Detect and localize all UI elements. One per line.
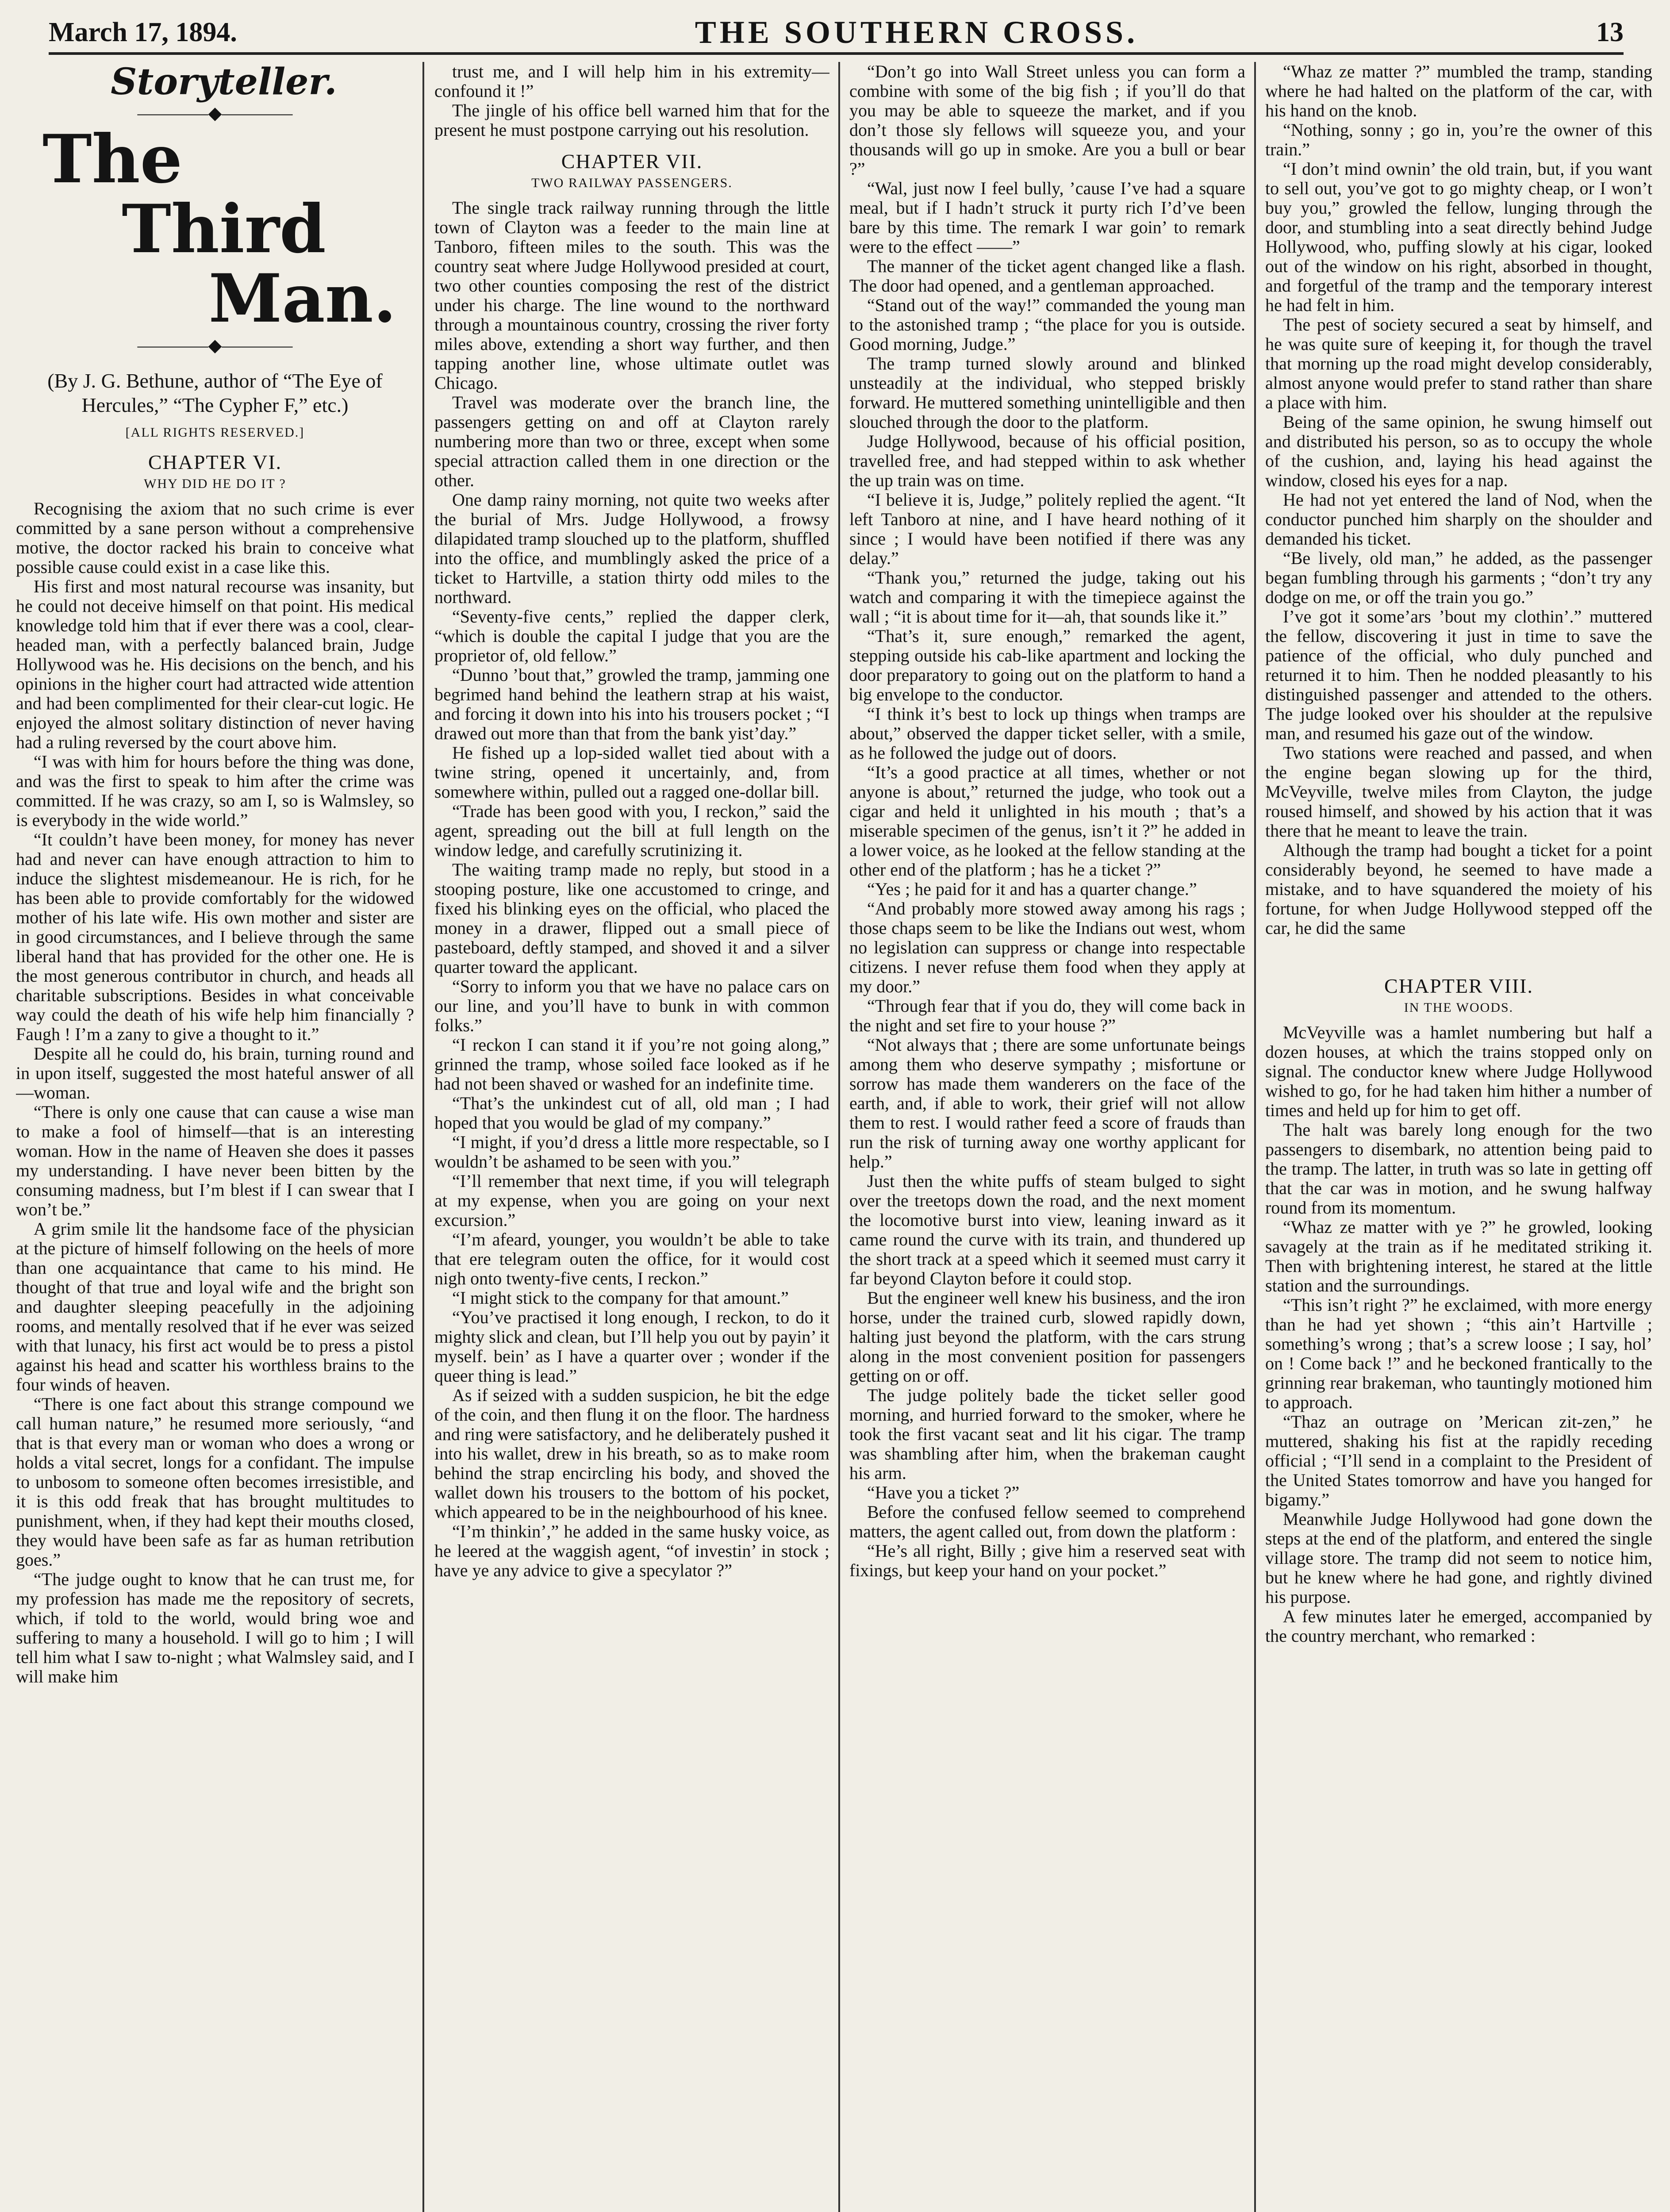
paragraph: “Not always that ; there are some unfortunate beings among them who deserve sympathy ; misfortune or sorrow has made them wanderers on the face of the earth, and, if able to work, their grief will not allow them to rest. I would rather feed a score of frauds than run the risk of turning away one worthy applicant for help.”: [849, 1035, 1245, 1171]
paragraph: “That’s it, sure enough,” remarked the agent, stepping outside his cab-like apartment and locking the door preparatory to going out on the platform to hand a big envelope to the conductor.: [849, 626, 1245, 704]
paragraph: Being of the same opinion, he swung himself out and distributed his person, so as to occupy the whole of the cushion, and, laying his head against the window, closed his eyes for a nap.: [1265, 412, 1652, 490]
paragraph: Despite all he could do, his brain, turning round and in upon itself, suggested the most hateful answer of all—woman.: [16, 1043, 414, 1102]
paragraph: “You’ve practised it long enough, I reckon, to do it mighty slick and clean, but I’ll help you out by payin’ it myself. bein’ as I have a quarter over ; wonder if the queer thing is lead.”: [434, 1307, 829, 1386]
page-number: 13: [1596, 17, 1624, 47]
chapter-6-subtitle: WHY DID HE DO IT ?: [144, 476, 286, 491]
chapter-7-title: CHAPTER VII.: [561, 150, 703, 173]
column-2-text-b: [434, 198, 829, 1580]
paragraph: “Thaz an outrage on ’Merican zit-zen,” he muttered, shaking his fist at the rapidly receding official ; “I’ll send in a complaint to the President of the United States tomorrow and have you hanged for bigamy.”: [1265, 1411, 1652, 1509]
paragraph: “Whaz ze matter ?” mumbled the tramp, standing where he had halted on the platform of the car, with his hand on the knob.: [1265, 62, 1652, 120]
paragraph: “Whaz ze matter with ye ?” he growled, looking savagely at the train as if he meditated striking it. Then with brightening interest, he stared at the little station and the surroundings.: [1265, 1217, 1652, 1295]
issue-date: March 17, 1894.: [49, 17, 237, 47]
paragraph: Before the confused fellow seemed to comprehend matters, the agent called out, from down the platform :: [849, 1502, 1245, 1541]
section-heading: Storyteller.: [111, 62, 337, 103]
column-1: [16, 62, 414, 2212]
chapter-6-title: CHAPTER VI.: [148, 451, 282, 474]
paragraph: “The judge ought to know that he can trust me, for my profession has made me the repository of secrets, which, if told to the world, would bring woe and suffering to many a household. I will go to him ; I will tell him what I saw to-night ; what Walmsley said, and I will make him: [16, 1569, 414, 1686]
paragraph: “Nothing, sonny ; go in, you’re the owner of this train.”: [1265, 120, 1652, 159]
paragraph: “He’s all right, Billy ; give him a reserved seat with fixings, but keep your hand on your pocket.”: [849, 1541, 1245, 1580]
paragraph: trust me, and I will help him in his extremity—confound it !”: [434, 62, 829, 101]
paragraph: The halt was barely long enough for the two passengers to disembark, no attention being paid to the tramp. The latter, in truth was so late in getting off that the car was in motion, and he swung halfway round from its momentum.: [1265, 1119, 1652, 1217]
paragraph: A few minutes later he emerged, accompanied by the country merchant, who remarked :: [1265, 1606, 1652, 1646]
paragraph: “Sorry to inform you that we have no palace cars on our line, and you’ll have to bunk in with common folks.”: [434, 976, 829, 1035]
column-3-text: [849, 62, 1245, 1580]
paragraph: “Dunno ’bout that,” growled the tramp, jamming one begrimed hand behind the leathern strap at his waist, and forcing it down into his into his trousers pocket ; “I drawed out more than that from the bank yist’day.”: [434, 664, 829, 743]
column-rule: [1254, 62, 1256, 2212]
paragraph: He had not yet entered the land of Nod, when the conductor punched him sharply on the shoulder and demanded his ticket.: [1265, 490, 1652, 549]
paragraph: “Trade has been good with you, I reckon,” said the agent, spreading out the bill at full length on the window ledge, and carefully scrutinizing it.: [434, 801, 829, 860]
paragraph: Recognising the axiom that no such crime is ever committed by a sane person without a comprehensive motive, the doctor racked his brain to conceive what possible cause could exist in a case like this.: [16, 498, 414, 577]
paragraph: One damp rainy morning, not quite two weeks after the burial of Mrs. Judge Hollywood, a frowsy dilapidated tramp slouched up to the platform, shuffled into the office, and mumblingly asked the price of a ticket to Hartville, a station thirty odd miles to the northward.: [434, 489, 829, 607]
rights-notice: [ALL RIGHTS RESERVED.]: [125, 425, 305, 440]
story-title-line-2: Third: [122, 190, 326, 268]
ornament-rule: ————◆————: [137, 335, 293, 355]
paragraph: “I believe it is, Judge,” politely replied the agent. “It left Tanboro at nine, and I have heard nothing of it since ; I would have been notified if there was any delay.”: [849, 490, 1245, 568]
paragraph: But the engineer well knew his business, and the iron horse, under the trained curb, slowed rapidly down, halting just beyond the platform, with the cars strung along in the most convenient position for passengers getting on or off.: [849, 1288, 1245, 1386]
chapter-8-title: CHAPTER VIII.: [1384, 975, 1533, 997]
paragraph: The tramp turned slowly around and blinked unsteadily at the individual, who stepped briskly forward. He muttered something unintelligible and then slouched through the door to the platform.: [849, 353, 1245, 432]
paragraph: “I reckon I can stand it if you’re not going along,” grinned the tramp, whose soiled face looked as if he had not been shaved or washed for an indefinite time.: [434, 1034, 829, 1094]
paragraph: The manner of the ticket agent changed like a flash. The door had opened, and a gentleman approached.: [849, 256, 1245, 296]
paragraph: “It’s a good practice at all times, whether or not anyone is about,” returned the judge, who took out a cigar and held it unlighted in his mouth ; that’s a miserable specimen of the genus, isn’t it ?” he added in a lower voice, as he looked at the fellow standing at the other end of the platform ; has he a ticket ?”: [849, 762, 1245, 879]
paragraph: “I don’t mind ownin’ the old train, but, if you want to sell out, you’ve got to go mighty cheap, or I won’t buy you,” growled the fellow, lunging through the door, and stumbling into a seat directly behind Judge Hollywood, who, puffing slowly at his cigar, looked out of the window on his right, absorbed in thought, and forgetful of the tramp and the temporary interest he had felt in him.: [1265, 159, 1652, 315]
paragraph: “And probably more stowed away among his rags ; those chaps seem to be like the Indians out west, whom no legislation can suppress or change into respectable citizens. I never refuse them food when they apply at my door.”: [849, 899, 1245, 996]
paragraph: “That’s the unkindest cut of all, old man ; I had hoped that you would be glad of my company.”: [434, 1093, 829, 1133]
column-rule: [422, 62, 424, 2212]
paragraph: “Be lively, old man,” he added, as the passenger began fumbling through his garments ; “don’t try any dodge on me, or off the train you go.”: [1265, 548, 1652, 607]
paragraph: “I’m afeard, younger, you wouldn’t be able to take that ere telegram outen the office, for it would cost nigh onto twenty-five cents, I reckon.”: [434, 1229, 829, 1288]
paragraph: Judge Hollywood, because of his official position, travelled free, and had stepped within to ask whether the up train was on time.: [849, 431, 1245, 490]
column-2: [434, 62, 829, 2212]
column-rule: [838, 62, 840, 2212]
paragraph: Although the tramp had bought a ticket for a point considerably beyond, he seemed to have made a mistake, and to have squandered the moiety of his fortune, for when Judge Hollywood stepped off the car, he did the same: [1265, 840, 1652, 938]
paragraph: “I’m thinkin’,” he added in the same husky voice, as he leered at the waggish agent, “of investin’ in stock ; have ye any advice to give a specylator ?”: [434, 1521, 829, 1580]
column-3: [849, 62, 1245, 2212]
paragraph: A grim smile lit the handsome face of the physician at the picture of himself following on the heels of more than one acquaintance that came to his mind. He thought of that true and loyal wife and the bright son and daughter sleeping peacefully in the adjoining rooms, and mentally resolved that if he ever was seized with that lunacy, his first act would be to press a pistol against his head and scatter his worthless brains to the four winds of heaven.: [16, 1218, 414, 1394]
column-4: [1265, 62, 1652, 2212]
column-4-text-a: [1265, 62, 1652, 938]
chapter-7-subtitle: TWO RAILWAY PASSENGERS.: [531, 175, 733, 190]
paragraph: “It couldn’t have been money, for money has never had and never can have enough attraction to him to induce the slightest misdemeanour. He is rich, for he has been able to provide comfortably for the widowed mother of his late wife. His own mother and sister are in good circumstances, and I believe through the same liberal hand that has provided for the other one. He is the most generous contributor in church, and heads all charitable subscriptions. Besides in what conceivable way could the death of his wife help him financially ? Faugh ! I’m a zany to give a thought to it.”: [16, 829, 414, 1044]
paragraph: The judge politely bade the ticket seller good morning, and hurried forward to the smoker, where he took the first vacant seat and lit his cigar. The tramp was shambling after him, when the brakeman caught his arm.: [849, 1385, 1245, 1483]
paragraph: As if seized with a sudden suspicion, he bit the edge of the coin, and then flung it on the floor. The hardness and ring were satisfactory, and he deliberately pushed it into his wallet, drew in his breath, so as to make room behind the strap encircling his body, and shoved the wallet down his trousers to the bottom of his pocket, which appeared to be in the neighbourhood of his knee.: [434, 1385, 829, 1522]
paragraph: Meanwhile Judge Hollywood had gone down the steps at the end of the platform, and entered the single village store. The tramp did not seem to notice him, but he knew where he had gone, and rightly divined his purpose.: [1265, 1509, 1652, 1607]
paragraph: “Seventy-five cents,” replied the dapper clerk, “which is double the capital I judge that you are the proprietor of, old fellow.”: [434, 606, 829, 665]
column-1-text: [16, 499, 414, 1686]
paragraph: “Stand out of the way!” commanded the young man to the astonished tramp ; “the place for you is outside. Good morning, Judge.”: [849, 295, 1245, 354]
byline: (By J. G. Bethune, author of “The Eye of Hercules,” “The Cypher F,” etc.): [47, 369, 383, 416]
page-header: [49, 12, 1624, 55]
paragraph: McVeyville was a hamlet numbering but half a dozen houses, at which the trains stopped only on signal. The conductor knew where Judge Hollywood wished to go, for he had taken him hither a number of times and held up for him to get off.: [1265, 1022, 1652, 1120]
story-title-line-3: Man.: [208, 260, 396, 338]
story-title-line-1: The: [42, 120, 183, 199]
paragraph: “Yes ; he paid for it and has a quarter change.”: [867, 879, 1197, 899]
paragraph: Just then the white puffs of steam bulged to sight over the treetops down the road, and the next moment the locomotive burst into view, leaning inward as it came round the curve with its train, and thundered up the short track at a speed which it seemed must carry it far beyond Clayton before it could stop.: [849, 1171, 1245, 1288]
paragraph: “Thank you,” returned the judge, taking out his watch and comparing it with the timepiece against the wall ; “it is about time for it—ah, that sounds like it.”: [849, 568, 1245, 626]
paragraph: Two stations were reached and passed, and when the engine began slowing up for the third, McVeyville, twelve miles from Clayton, the judge roused himself, and showed by his action that it was there that he meant to leave the train.: [1265, 743, 1652, 841]
paragraph: “I think it’s best to lock up things when tramps are about,” observed the dapper ticket seller, with a smile, as he followed the judge out of doors.: [849, 704, 1245, 763]
paragraph: “There is one fact about this strange compound we call human nature,” he resumed more seriously, “and that is that every man or woman who does a wrong or holds a vital secret, longs for a confidant. The impulse to unbosom to someone often becomes irresistible, and it is this odd freak that has brought multitudes to punishment, when, if they had kept their mouths closed, they would have been safe as far as human retribution goes.”: [16, 1394, 414, 1570]
paragraph: Travel was moderate over the branch line, the passengers getting on and off at Clayton rarely numbering more than two or three, except when some special attraction called them in one direction or the other.: [434, 392, 829, 490]
paragraph: “There is only one cause that can cause a wise man to make a fool of himself—that is an interesting woman. How in the name of Heaven she does it passes my understanding. I have never been bitten by the consuming madness, but I’m blest if I can swear that I won’t be.”: [16, 1102, 414, 1219]
column-4-text-b: [1265, 1023, 1652, 1646]
paragraph: “Wal, just now I feel bully, ’cause I’ve had a square meal, but if I hadn’t struck it purty rich I’d’ve been bare by this time. The remark I war goin’ to remark were to the effect ——”: [849, 178, 1245, 257]
paragraph: “I was with him for hours before the thing was done, and was the first to speak to him after the crime was committed. If he was crazy, so am I, so is Walmsley, so is everybody in the wide world.”: [16, 751, 414, 830]
paragraph: The waiting tramp made no reply, but stood in a stooping posture, like one accustomed to cringe, and fixed his blinking eyes on the official, who placed the money in a drawer, flipped out a small piece of pasteboard, deftly stamped, and shoved it and a silver quarter toward the applicant.: [434, 859, 829, 977]
paragraph: “This isn’t right ?” he exclaimed, with more energy than he had yet shown ; “this ain’t Hartville ; something’s wrong ; that’s a screw loose ; I say, hol’ on ! Come back !” and he beckoned frantically to the grinning rear brakeman, who tauntingly motioned him to approach.: [1265, 1294, 1652, 1412]
paragraph: “I might stick to the company for that amount.”: [452, 1287, 789, 1308]
paragraph: “Don’t go into Wall Street unless you can form a combine with some of the big fish ; if you’ll do that you may be able to squeeze the market, and if you don’t those sly fellows will squeeze you, and your thousands will go up in smoke. Are you a bull or bear ?”: [849, 62, 1245, 179]
paragraph: The single track railway running through the little town of Clayton was a feeder to the main line at Tanboro, fifteen miles to the south. This was the country seat where Judge Hollywood presided at court, two other counties composing the rest of the district under his charge. The line wound to the northward through a mountainous country, crossing the river forty miles above, extending a short way further, and then tapping another line, whose ultimate outlet was Chicago.: [434, 197, 829, 393]
paragraph: He fished up a lop-sided wallet tied about with a twine string, opened it uncertainly, and, from somewhere within, pulled out a ragged one-dollar bill.: [434, 742, 829, 802]
paragraph: The pest of society secured a seat by himself, and he was quite sure of keeping it, for though the travel that morning up the road might develop considerably, almost anyone would prefer to stand rather than share a place with him.: [1265, 315, 1652, 412]
chapter-8-subtitle: IN THE WOODS.: [1404, 1000, 1514, 1015]
column-2-text-a: [434, 62, 829, 140]
ornament-rule: ————◆————: [137, 103, 293, 123]
paragraph: “I’ll remember that next time, if you will telegraph at my expense, when you are going on your next excursion.”: [434, 1171, 829, 1230]
paragraph: “I might, if you’d dress a little more respectable, so I wouldn’t be ashamed to be seen with you.”: [434, 1132, 829, 1171]
paragraph: “Have you a ticket ?”: [867, 1482, 1020, 1502]
paragraph: His first and most natural recourse was insanity, but he could not deceive himself on that point. His medical knowledge told him that if ever there was a cool, clear-headed man, with a perfectly balanced brain, Judge Hollywood was he. His decisions on the bench, and his opinions in the higher court had attracted wide attention and had been complimented for their clear-cut logic. He enjoyed the almost solitary distinction of never having had a ruling reversed by the court above him.: [16, 576, 414, 752]
paragraph: I’ve got it some’ars ’bout my clothin’.” muttered the fellow, discovering it just in time to save the patience of the official, who duly punched and returned it to him. Then he nodded pleasantly to his distinguished passenger and attended to the others. The judge looked over his shoulder at the repulsive man, and resumed his gaze out of the window.: [1265, 607, 1652, 743]
masthead: THE SOUTHERN CROSS.: [695, 14, 1139, 50]
paragraph: The jingle of his office bell warned him that for the present he must postpone carrying out his resolution.: [434, 100, 829, 140]
paragraph: “Through fear that if you do, they will come back in the night and set fire to your house ?”: [849, 996, 1245, 1035]
